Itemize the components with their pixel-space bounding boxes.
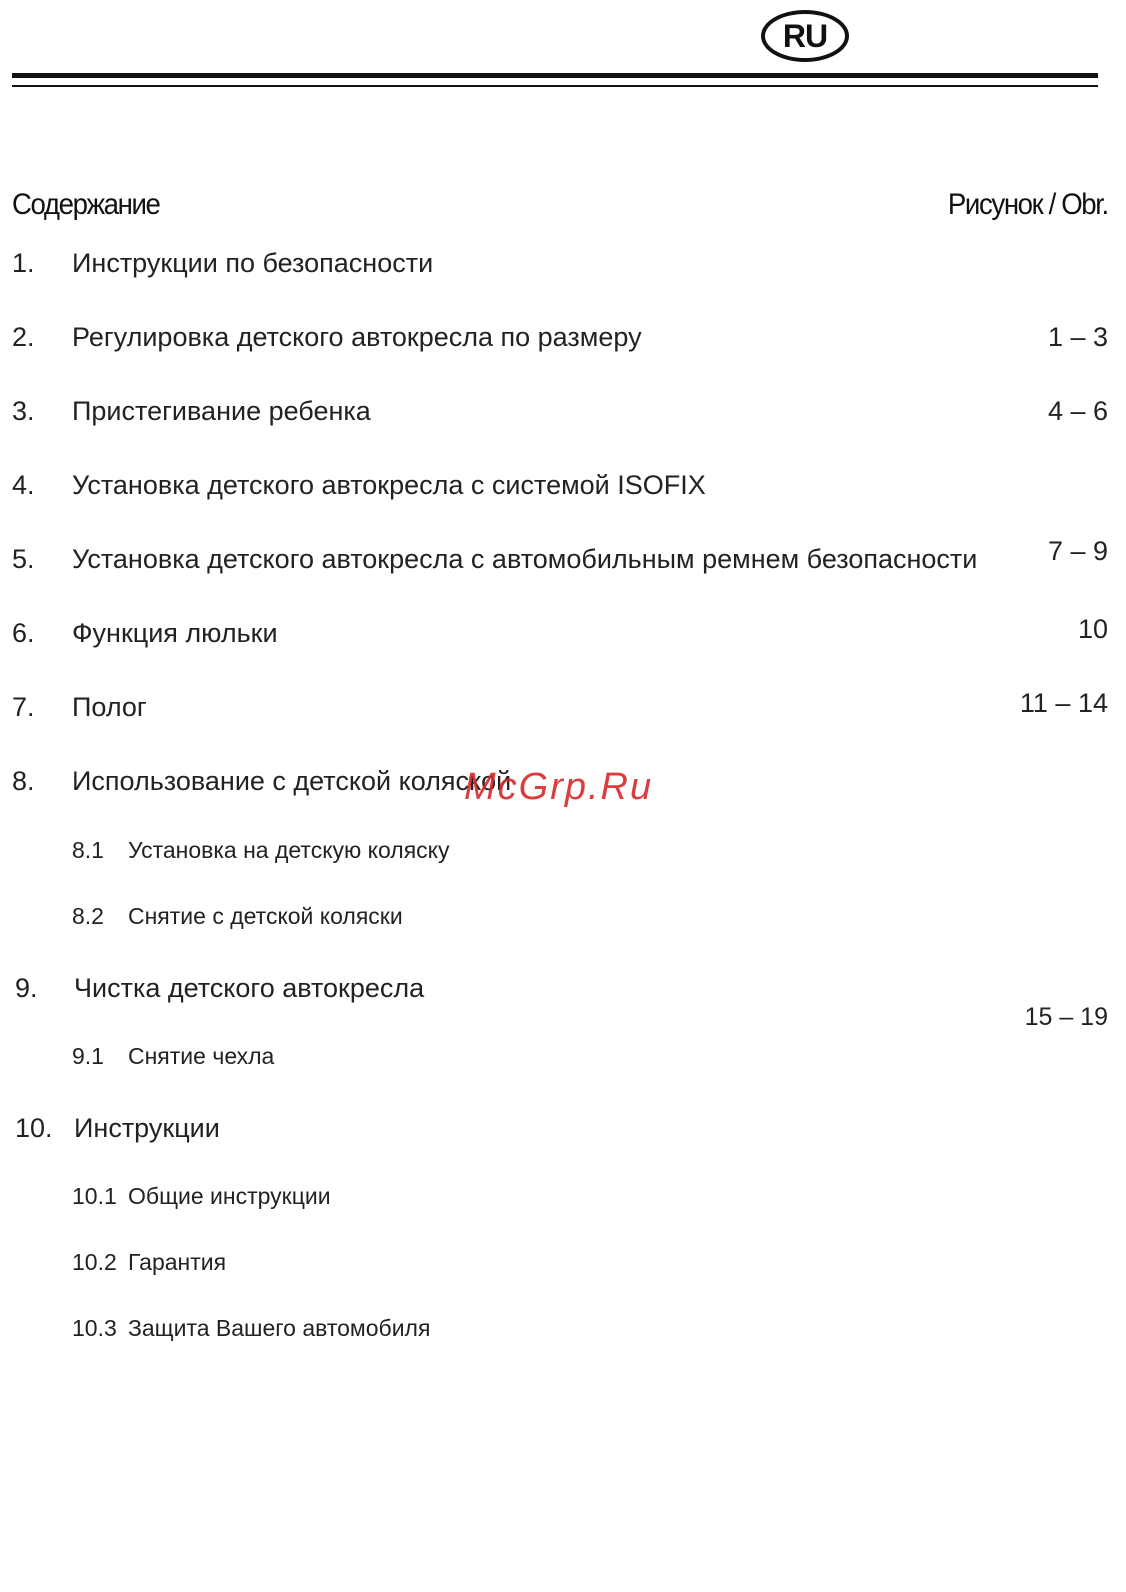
subentry-title: Снятие чехла (128, 1043, 275, 1069)
entry-figures: 15 – 19 (1024, 1003, 1108, 1031)
subentry-title: Гарантия (128, 1249, 227, 1275)
figures-heading: Рисунок / Obr. (948, 188, 1108, 221)
language-badge-ru: RU (761, 10, 849, 62)
entry-title: Полог (72, 692, 147, 722)
header-rule-thick (12, 73, 1098, 78)
subentry-number: 8.2 (72, 903, 104, 929)
entry-figures: 7 – 9 (1047, 536, 1108, 566)
entry-number: 4. (12, 470, 35, 500)
entry-number: 1. (12, 248, 35, 278)
entry-number: 5. (12, 544, 35, 574)
subentry-number: 9.1 (72, 1043, 104, 1069)
watermark-text: McGrp.Ru (464, 766, 654, 808)
entry-title: Установка детского автокресла с системой ISOFIX (72, 470, 706, 500)
entry-title: Использование с детской коляской (72, 766, 512, 796)
entry-title: Установка детского автокресла с автомобильным ремнем безопасности (72, 544, 978, 574)
entry-number: 6. (12, 618, 35, 648)
entry-title: Инструкции по безопасности (72, 248, 434, 278)
subentry-number: 10.3 (72, 1315, 117, 1341)
entry-title: Чистка детского автокресла (74, 973, 425, 1003)
entry-figures: 10 (1077, 614, 1108, 644)
entry-number: 2. (12, 322, 35, 352)
subentry-number: 10.1 (72, 1183, 117, 1209)
subentry-title: Общие инструкции (128, 1183, 331, 1209)
entry-number: 10. (15, 1113, 53, 1143)
entry-title: Регулировка детского автокресла по размеру (72, 322, 642, 352)
entry-number: 8. (12, 766, 35, 796)
entry-number: 7. (12, 692, 35, 722)
subentry-title: Установка на детскую коляску (128, 837, 450, 863)
entry-figures: 11 – 14 (1019, 688, 1108, 718)
toc-heading: Содержание (12, 188, 160, 221)
subentry-title: Снятие с детской коляски (128, 903, 403, 929)
subentry-number: 10.2 (72, 1249, 117, 1275)
entry-title: Пристегивание ребенка (72, 396, 371, 426)
entry-number: 3. (12, 396, 35, 426)
entry-number: 9. (15, 973, 38, 1003)
entry-title: Функция люльки (72, 618, 278, 648)
entry-figures: 4 – 6 (1047, 396, 1108, 426)
entry-figures: 1 – 3 (1047, 322, 1108, 352)
entry-title: Инструкции (74, 1113, 220, 1143)
subentry-number: 8.1 (72, 837, 104, 863)
subentry-title: Защита Вашего автомобиля (128, 1315, 431, 1341)
header-rule-thin (12, 85, 1098, 87)
